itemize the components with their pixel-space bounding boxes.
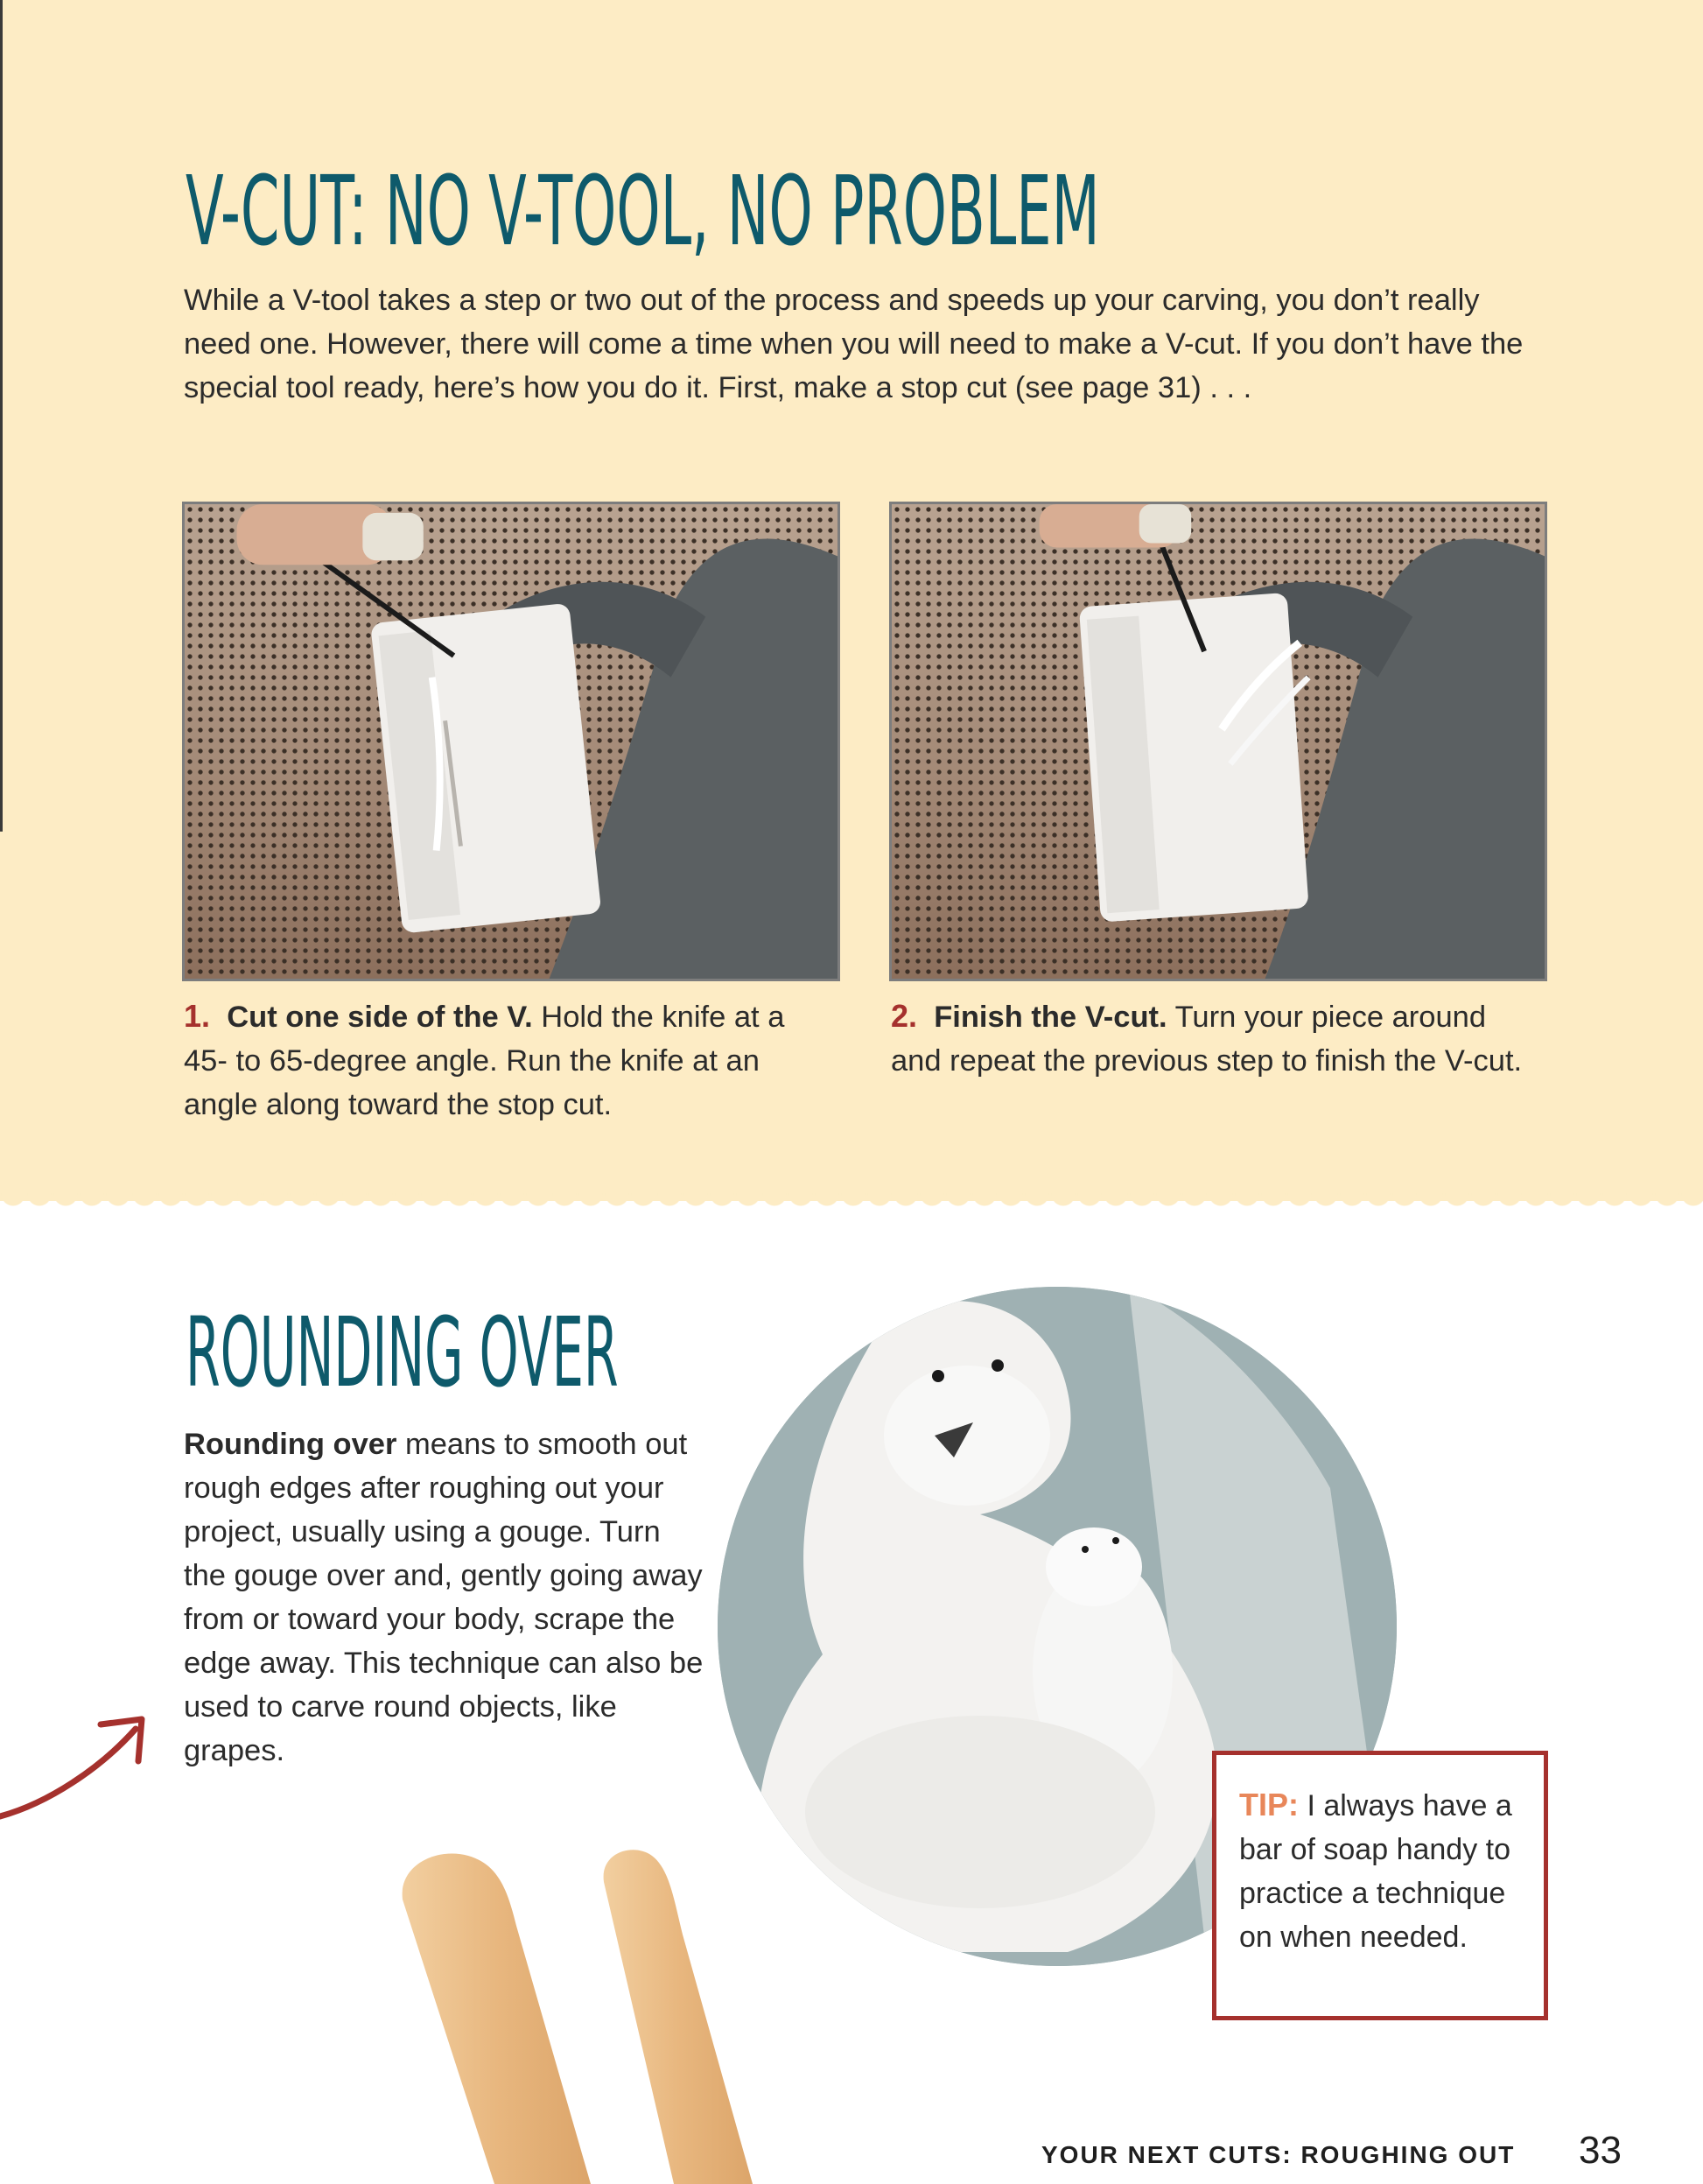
step2-caption <box>891 994 1538 1083</box>
vcut-intro: While a V-tool takes a step or two out of the process and speeds up your carving, you don’t really need one. However, there will come a time when you will need to make a V-cut. If you don’t have the special tool ready, here’s how you do it. First, make a stop cut (see page 31) . . . <box>184 284 1524 404</box>
rounding-text <box>184 1422 709 1773</box>
step1-photo <box>182 502 840 981</box>
step1-number: 1. <box>184 998 211 1034</box>
tip-text <box>1239 1783 1523 1959</box>
step1-caption <box>184 994 831 1127</box>
rounding-heading: ROUNDING OVER <box>186 1296 619 1408</box>
rounding-description: means to smooth out rough edges after roughing out your project, usually using a gouge. Turn the gouge over and, gently going away from or toward your body, scrape the edge away. This technique can also be used to carve round objects, like grapes. <box>184 1428 704 1767</box>
rounding-term: Rounding over <box>184 1428 397 1461</box>
step2-number: 2. <box>891 998 918 1034</box>
page-number: 33 <box>1579 2129 1622 2172</box>
footer-section-title: YOUR NEXT CUTS: ROUGHING OUT <box>1041 2141 1516 2168</box>
step1-title: Cut one side of the V. <box>227 1001 533 1034</box>
page-spine-edge <box>0 0 3 832</box>
tip-label: TIP: <box>1239 1787 1299 1822</box>
scalloped-edge <box>0 1187 1703 1211</box>
tip-body: I always have a bar of soap handy to practice a technique on when needed. <box>1239 1789 1512 1954</box>
step2-text: Turn your piece around and repeat the previous step to finish the V-cut. <box>891 1001 1523 1078</box>
step2-title: Finish the V-cut. <box>934 1001 1167 1034</box>
craft-sticks-image <box>385 1847 788 2184</box>
curved-arrow-icon <box>0 1707 153 1829</box>
step2-photo <box>889 502 1547 981</box>
step1-text: Hold the knife at a 45- to 65-degree angle. Run the knife at an angle along toward the stop cut. <box>184 1001 785 1121</box>
vcut-heading: V-CUT: NO V-TOOL, NO PROBLEM <box>186 155 1100 267</box>
tip-box <box>1212 1751 1548 2020</box>
